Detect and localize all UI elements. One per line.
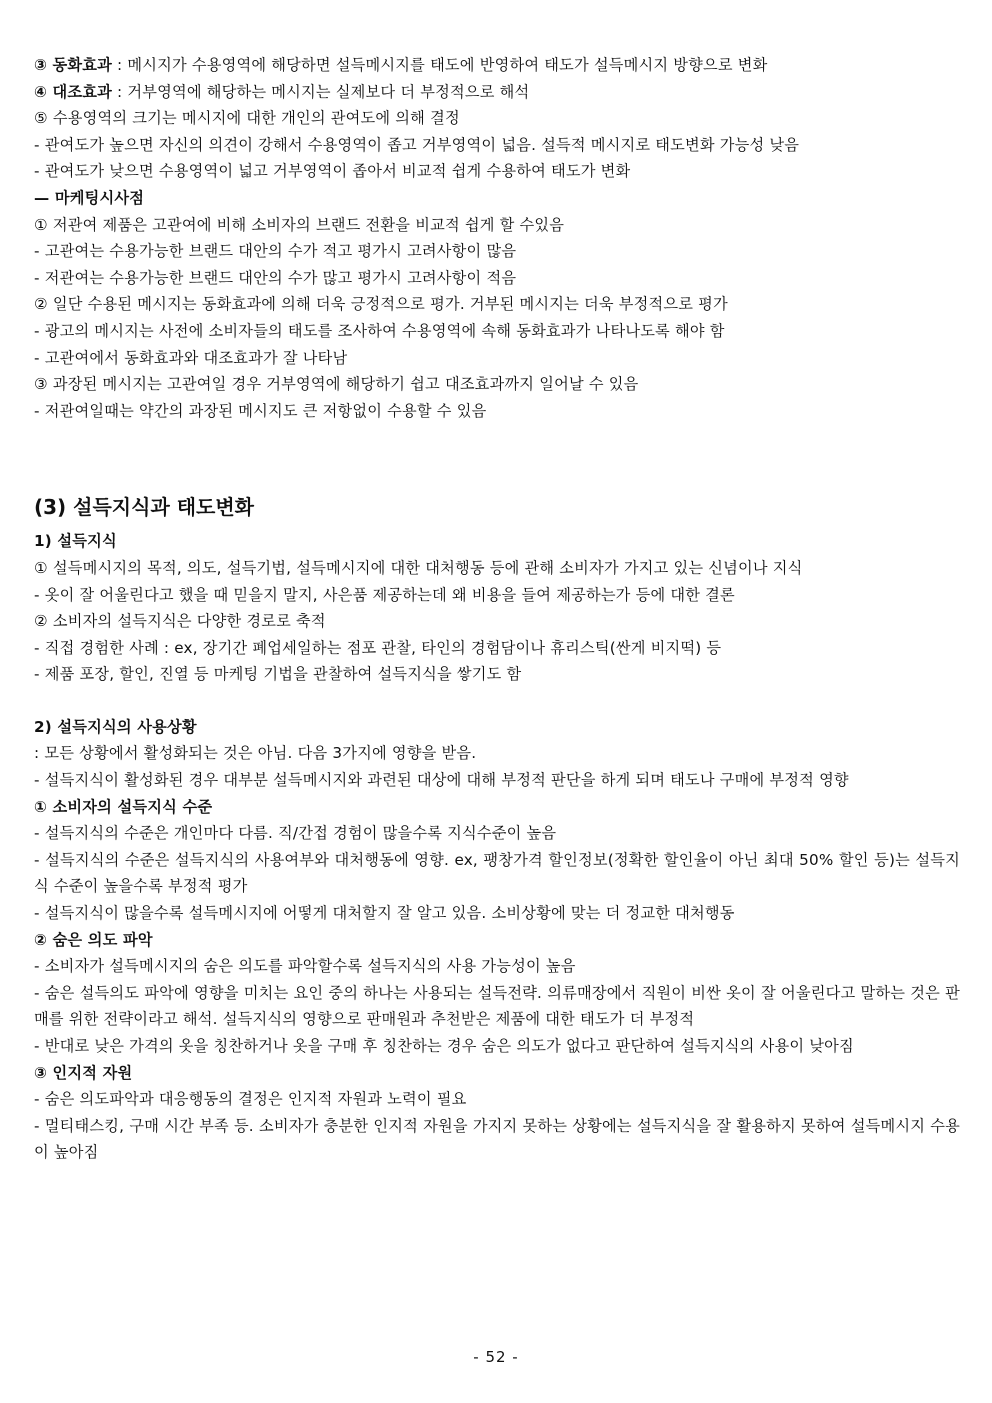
line-text: - 광고의 메시지는 사전에 소비자들의 태도를 조사하여 수용영역에 속해 동화효과가 나타나도록 해야 함: [34, 321, 725, 340]
persuasion-knowledge-list: [34, 555, 960, 688]
item-title: ① 소비자의 설득지식 수준: [34, 797, 213, 816]
line-text: : 거부영역에 해당하는 메시지는 실제보다 더 부정적으로 해석: [112, 82, 530, 101]
item-title: ③ 인지적 자원: [34, 1063, 133, 1082]
document-page: [34, 52, 960, 1166]
line-text: ⑤ 수용영역의 크기는 메시지에 대한 개인의 관여도에 의해 결정: [34, 109, 460, 128]
text-line: [34, 345, 960, 372]
text-line: - 설득지식이 많을수록 설득메시지에 어떻게 대처할지 잘 알고 있음. 소비상황에 맞는 더 정교한 대처행동: [34, 904, 735, 923]
text-line: [34, 265, 960, 292]
line-text: ② 일단 수용된 메시지는 동화효과에 의해 더욱 긍정적으로 평가. 거부된 메시지는 더욱 부정적으로 평가: [34, 295, 728, 314]
line-text: - 관여도가 높으면 자신의 의견이 강해서 수용영역이 좁고 거부영역이 넓음. 설득적 메시지로 태도변화 가능성 낮음: [34, 135, 800, 154]
item-title: ② 숨은 의도 파악: [34, 930, 153, 949]
subsection-title: 2) 설득지식의 사용상황: [34, 717, 197, 736]
item-list: [34, 820, 960, 926]
line-text: - 저관여일때는 약간의 과장된 메시지도 큰 저항없이 수용할 수 있음: [34, 401, 487, 420]
text-line: - 소비자가 설득메시지의 숨은 의도를 파악할수록 설득지식의 사용 가능성이 높음: [34, 957, 576, 976]
text-line: ① 설득메시지의 목적, 의도, 설득기법, 설득메시지에 대한 대처행동 등에 관해 소비자가 가지고 있는 신념이나 지식: [34, 558, 803, 577]
paragraph: - 설득지식이 활성화된 경우 대부분 설득메시지와 과련된 대상에 대해 부정적 판단을 하게 되며 태도나 구매에 부정적 영향: [34, 771, 849, 790]
line-text: - 고관여에서 동화효과와 대조효과가 잘 나타남: [34, 348, 348, 367]
text-line: - 숨은 설득의도 파악에 영향을 미치는 요인 중의 하나는 사용되는 설득전략. 의류매장에서 직원이 비싼 옷이 잘 어울린다고 말하는 것은 판매를 위한 전략이라고 해석. 설득지식의 영향으로 판매원과 추천받은 제품에 대한 태도가 더 부정적: [34, 983, 960, 1029]
line-text: - 저관여는 수용가능한 브랜드 대안의 수가 많고 평가시 고려사항이 적음: [34, 268, 517, 287]
line-text: - 고관여는 수용가능한 브랜드 대안의 수가 적고 평가시 고려사항이 많음: [34, 242, 517, 261]
text-line: ② 소비자의 설득지식은 다양한 경로로 축적: [34, 612, 326, 631]
text-line: - 직접 경험한 사례 : ex, 장기간 폐업세일하는 점포 관찰, 타인의 경험담이나 휴리스틱(싼게 비지떡) 등: [34, 638, 722, 657]
item-list: [34, 1086, 960, 1166]
text-line: [34, 158, 960, 185]
line-text: - 관여도가 낮으면 수용영역이 넓고 거부영역이 좁아서 비교적 쉽게 수용하여 태도가 변화: [34, 162, 631, 181]
text-line: [34, 132, 960, 159]
text-line: [34, 212, 960, 239]
section-title: (3) 설득지식과 태도변화: [34, 495, 255, 520]
subsection-title: 1) 설득지식: [34, 532, 117, 551]
text-line: [34, 185, 960, 212]
bold-label: ③ 동화효과: [34, 56, 113, 74]
text-line: [34, 398, 960, 425]
text-line: - 반대로 낮은 가격의 옷을 칭찬하거나 옷을 구매 후 칭찬하는 경우 숨은 의도가 없다고 판단하여 설득지식의 사용이 낮아짐: [34, 1037, 854, 1055]
item-list: [34, 953, 960, 1059]
paragraph: : 모든 상황에서 활성화되는 것은 아님. 다음 3가지에 영향을 받음.: [34, 744, 477, 763]
text-line: [34, 318, 960, 345]
text-line: - 제품 포장, 할인, 진열 등 마케팅 기법을 관찰하여 설득지식을 쌓기도 함: [34, 665, 522, 684]
page-number: - 52 -: [473, 1348, 519, 1366]
line-text: ① 저관여 제품은 고관여에 비해 소비자의 브랜드 전환을 비교적 쉽게 할 수있음: [34, 215, 565, 234]
text-line: - 옷이 잘 어울린다고 했을 때 믿을지 말지, 사은품 제공하는데 왜 비용을 들여 제공하는가 등에 대한 결론: [34, 585, 735, 604]
text-line: - 설득지식의 수준은 설득지식의 사용여부와 대처행동에 영향. ex, 팽창가격 할인정보(정확한 할인율이 아닌 최대 50% 할인 등)는 설득지식 수준이 높을수록 부정적 평가: [34, 850, 960, 896]
text-line: [34, 105, 960, 132]
text-line: - 숨은 의도파악과 대응행동의 결정은 인지적 자원과 노력이 필요: [34, 1090, 467, 1109]
text-line: - 멀티태스킹, 구매 시간 부족 등. 소비자가 충분한 인지적 자원을 가지지 못하는 상황에는 설득지식을 잘 활용하지 못하여 설득메시지 수용이 높아짐: [34, 1116, 960, 1162]
conflict-theory-block: [34, 52, 960, 424]
text-line: [34, 371, 960, 398]
bold-label: ④ 대조효과: [34, 82, 113, 101]
text-line: [34, 291, 960, 318]
text-line: [34, 79, 960, 106]
text-line: - 설득지식의 수준은 개인마다 다름. 직/간접 경험이 많을수록 지식수준이 높음: [34, 824, 557, 843]
line-text: : 메시지가 수용영역에 해당하면 설득메시지를 태도에 반영하여 태도가 설득메시지 방향으로 변화: [112, 56, 768, 74]
text-line: [34, 52, 960, 79]
text-line: [34, 238, 960, 265]
line-text: ③ 과장된 메시지는 고관여일 경우 거부영역에 해당하기 쉽고 대조효과까지 일어날 수 있음: [34, 375, 639, 394]
bold-label: — 마케팅시사점: [34, 188, 145, 207]
